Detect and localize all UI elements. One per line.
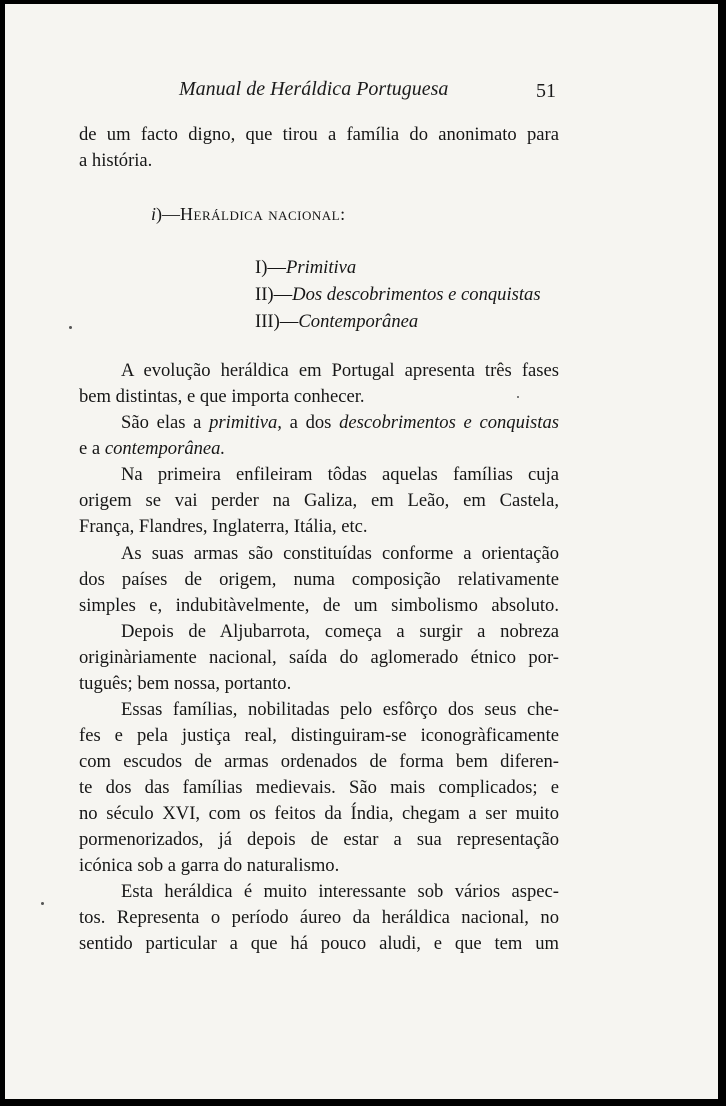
text-line: fes e pela justiça real, distinguiram-se iconogràficamente (79, 725, 559, 746)
text-line: tuguês; bem nossa, portanto. (79, 673, 292, 694)
text-line: As suas armas são constituídas conforme a orientação (121, 543, 559, 564)
text-line: no século XVI, com os feitos da Índia, chegam a ser muito (79, 803, 559, 824)
section-heading (151, 204, 346, 225)
text-line: tos. Representa o período áureo da heráldica nacional, no (79, 907, 559, 928)
emphasis: primitiva, (209, 412, 282, 433)
list-numeral: I)— (255, 257, 286, 278)
text-line: simples e, indubitàvelmente, de um simbolismo absoluto. (79, 595, 559, 616)
page-header (5, 78, 718, 108)
list-term: Primitiva (285, 257, 357, 278)
text-line: icónica sob a garra do naturalismo. (79, 855, 340, 876)
text-line: origem se vai perder na Galiza, em Leão, em Castela, (79, 490, 559, 511)
page-number: 51 (536, 80, 556, 102)
text-line: originàriamente nacional, saída do aglomerado étnico por- (79, 647, 559, 668)
text-line: pormenorizados, já depois de estar a sua representação (79, 829, 559, 850)
list-term: Contemporânea (298, 311, 419, 332)
text-line: bem distintas, e que importa conhecer. (79, 386, 365, 407)
text-line: a história. (79, 150, 153, 171)
list-numeral: II)— (255, 284, 293, 305)
text-line: França, Flandres, Inglaterra, Itália, etc. (79, 516, 368, 537)
text-line: A evolução heráldica em Portugal apresenta três fases (121, 360, 559, 381)
book-page (5, 4, 718, 1099)
text-line: Essas famílias, nobilitadas pelo esfôrço dos seus che- (121, 699, 559, 720)
text-run: e a (79, 438, 105, 459)
text-line: Esta heráldica é muito interessante sob vários aspec- (121, 881, 559, 902)
section-title: Heráldica nacional: (180, 204, 346, 224)
text-line: com escudos de armas ordenados de forma bem diferen- (79, 751, 559, 772)
text-run: São elas a (121, 412, 210, 433)
scan-speck (517, 396, 519, 398)
scan-speck (69, 326, 72, 329)
text-line: de um facto digno, que tirou a família do anonimato para (79, 124, 559, 145)
text-run: a dos (281, 412, 340, 433)
text-line: sentido particular a que há pouco aludi, e que tem um (79, 933, 559, 954)
text-line (79, 438, 225, 460)
running-title: Manual de Heráldica Portuguesa (179, 78, 449, 100)
section-marker: i (151, 204, 157, 224)
text-line (121, 412, 559, 434)
list-item (255, 257, 356, 279)
list-numeral: III)— (255, 311, 299, 332)
emphasis: contemporânea. (104, 438, 226, 459)
section-dash: )— (156, 204, 181, 224)
list-item (255, 311, 418, 333)
text-line: dos países de origem, numa composição relativamente (79, 569, 559, 590)
emphasis: descobrimentos e conquistas (339, 412, 559, 433)
scan-speck (41, 902, 44, 905)
list-item (255, 284, 541, 306)
text-line: Na primeira enfileiram tôdas aquelas famílias cuja (121, 464, 559, 485)
list-term: Dos descobrimentos e conquistas (292, 284, 541, 305)
text-line: Depois de Aljubarrota, começa a surgir a nobreza (121, 621, 559, 642)
text-line: te dos das famílias medievais. São mais complicados; e (79, 777, 559, 798)
